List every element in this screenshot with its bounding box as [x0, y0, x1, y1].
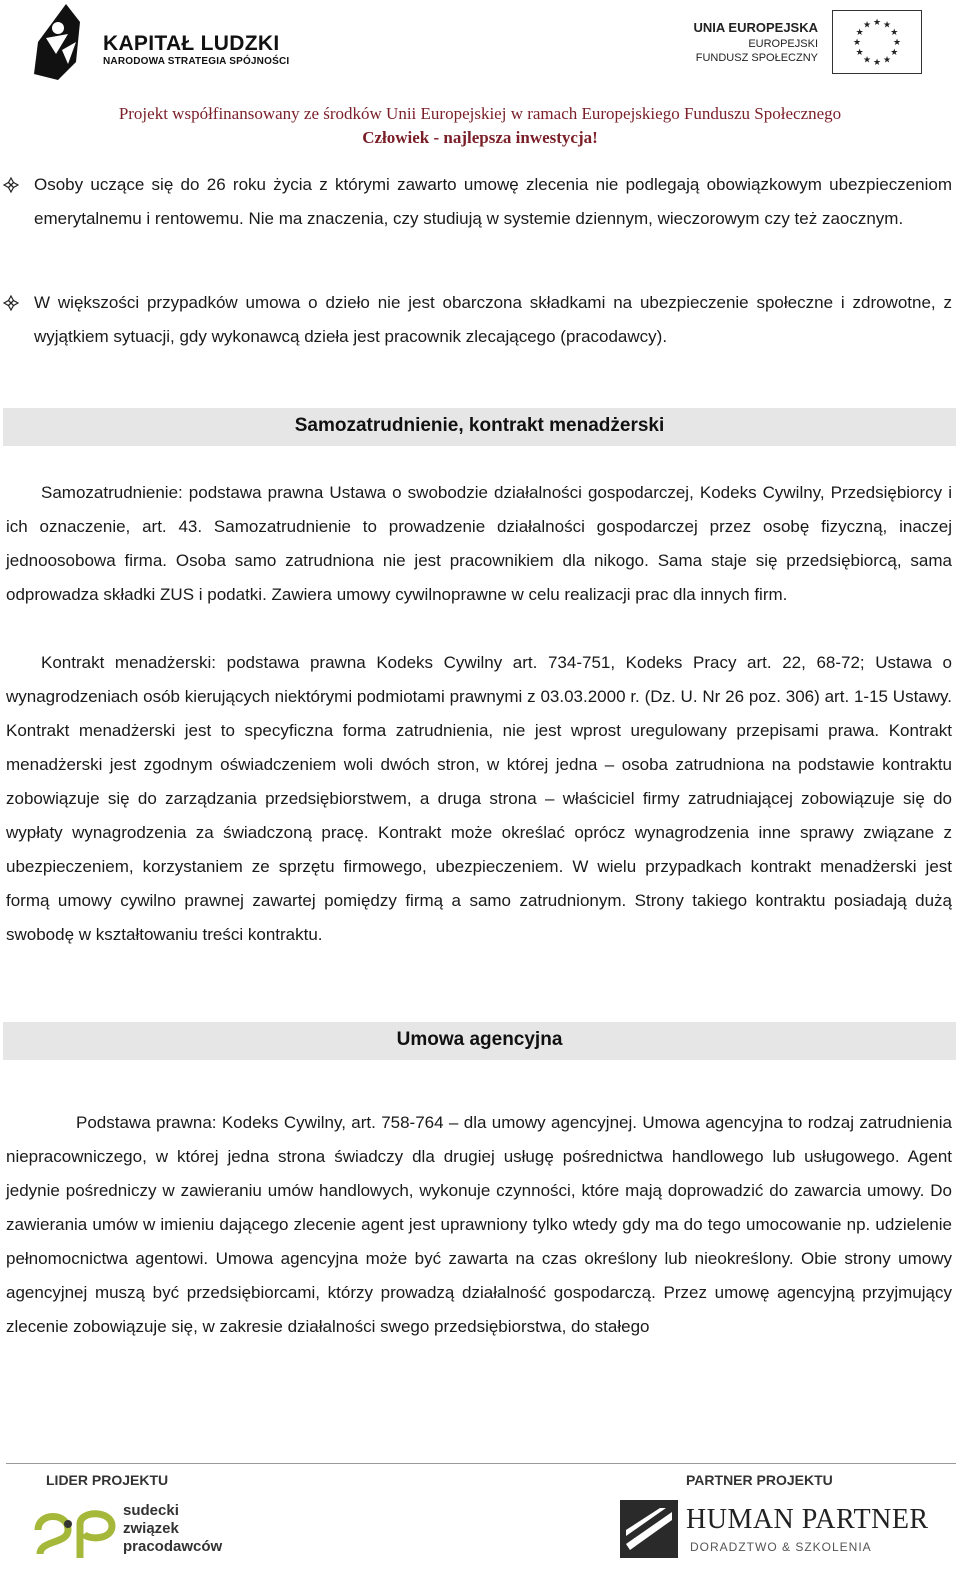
eu-flag-icon	[832, 10, 922, 74]
section-title: Umowa agencyjna	[396, 1029, 563, 1050]
partner-label: PARTNER PROJEKTU	[686, 1472, 833, 1488]
section-heading-bar	[3, 408, 956, 446]
paragraph-agency-agreement: Podstawa prawna: Kodeks Cywilny, art. 758-764 – dla umowy agencyjnej. Umowa agencyjna to rodzaj zatrudnienia niepracowniczego, w której jedna strona świadczy dla drugiej usługę pośrednictwa handlowego lub usługowego. Agent jedynie pośredniczy w zawieraniu umów handlowych, wykonuje czynności, które mają doprowadzić do zawarcia umowy. Do zawierania umów w imieniu dającego zlecenie agent jest uprawniony tylko wtedy gdy ma do tego umocowanie np. udzielenie pełnomocnictwa agentowi. Umowa agencyjna może być zawarta na czas określony lub nieokreślony. Obie strony umowy agencyjnej muszą być przedsiębiorcami, którzy prowadzą działalność gospodarczą. Przez umowę agencyjną przyjmujący zlecenie zobowiązuje się, w zakresie działalności swego przedsiębiorstwa, do stałego	[6, 1113, 952, 1336]
szp-emblem-icon	[28, 1500, 120, 1562]
szp-line3: pracodawców	[123, 1538, 223, 1555]
szp-line1: sudecki	[123, 1502, 179, 1519]
page-header	[0, 0, 960, 160]
project-motto: Człowiek - najlepsza inwestycja!	[362, 128, 598, 147]
kapital-ludzki-subtitle: NARODOWA STRATEGIA SPÓJNOŚCI	[103, 56, 290, 67]
kapital-ludzki-emblem-icon	[28, 2, 100, 84]
diamond-bullet-icon	[0, 286, 22, 320]
eu-star-icon: ★	[852, 37, 862, 47]
eu-star-icon: ★	[855, 47, 864, 57]
leader-label: LIDER PROJEKTU	[46, 1472, 169, 1488]
kapital-ludzki-title: KAPITAŁ LUDZKI	[103, 32, 280, 55]
szp-logo	[28, 1500, 258, 1562]
szp-wordmark	[123, 1502, 222, 1556]
human-partner-name: HUMAN PARTNER	[686, 1504, 929, 1535]
human-partner-emblem-icon	[620, 1500, 678, 1558]
section-title: Samozatrudnienie, kontrakt menadżerski	[294, 415, 665, 436]
eu-star-icon: ★	[892, 37, 902, 47]
eu-logo-line2: EUROPEJSKI	[748, 38, 818, 50]
eu-star-icon: ★	[855, 27, 864, 37]
eu-star-icon: ★	[872, 57, 882, 67]
human-partner-logo	[620, 1500, 929, 1560]
project-cofinancing-line: Projekt współfinansowany ze środków Unii Europejskiej w ramach Europejskiego Funduszu Społecznego	[118, 104, 842, 123]
bullet-item	[0, 168, 956, 270]
diamond-bullet-icon	[0, 168, 22, 202]
eu-logo-line1: UNIA EUROPEJSKA	[693, 20, 818, 35]
eu-star-icon: ★	[882, 19, 892, 30]
eu-star-icon: ★	[890, 47, 899, 57]
eu-star-icon: ★	[862, 54, 872, 65]
bullet-text: W większości przypadków umowa o dzieło nie jest obarczona składkami na ubezpieczenie społeczne i zdrowotne, z wyjątkiem sytuacji, gdy wykonawcą dzieła jest pracownik zlecającego (pracodawcy).	[34, 293, 952, 346]
bullet-text: Osoby uczące się do 26 roku życia z którymi zawarto umowę zlecenia nie podlegają obowiązkowym ubezpieczeniom emerytalnemu i rentowemu. Nie ma znaczenia, czy studiują w systemie dziennym, wieczorowym czy też zaocznym.	[34, 175, 952, 228]
paragraph-self-employment: Samozatrudnienie: podstawa prawna Ustawa o swobodzie działalności gospodarczej, Kodeks Cywilny, Przedsiębiorcy i ich oznaczenie, art. 43. Samozatrudnienie to prowadzenie działalności gospodarczej przez osobę fizyczną, inaczej jednoosobowa firma. Osoba samo zatrudniona nie jest pracownikiem dla nikogo. Sama staje się przedsiębiorcą, sama odprowadza składki ZUS i podatki. Zawiera umowy cywilnoprawne w celu realizacji prac dla innych firm.	[6, 483, 952, 604]
footer-divider	[6, 1463, 956, 1464]
eu-logo	[690, 8, 930, 78]
eu-star-icon: ★	[872, 17, 882, 27]
paragraph-management-contract: Kontrakt menadżerski: podstawa prawna Kodeks Cywilny art. 734-751, Kodeks Pracy art. 22, 68-72; Ustawa o wynagrodzeniach osób kierujących niektórymi podmiotami prawnymi z 03.03.2000 r. (Dz. U. Nr 26 poz. 306) art. 1-15 Ustawy. Kontrakt menadżerski jest to specyficzna forma zatrudnienia, nie jest wprost uregulowany przepisami prawa. Kontrakt menadżerski jest zgodnym oświadczeniem woli dwóch stron, w której jedna – osoba zatrudniona na podstawie kontraktu zobowiązuje się do zarządzania przedsiębiorstwem, a druga strona – właściciel firmy zatrudniającej zobowiązuje się do wypłaty wynagrodzenia za świadczoną pracę. Kontrakt może określać oprócz wynagrodzenia inne sprawy związane z ubezpieczeniem, korzystaniem ze sprzętu firmowego, ubezpieczeniem. W wielu przypadkach kontrakt menadżerski jest formą umowy cywilno prawnej zawartej pomiędzy firmą a samo zatrudnionym. Strony takiego kontraktu posiadają dużą swobodę w kształtowaniu treści kontraktu.	[6, 653, 952, 944]
szp-line2: związek	[123, 1520, 179, 1537]
eu-star-icon: ★	[882, 54, 892, 65]
eu-logo-line3: FUNDUSZ SPOŁECZNY	[695, 52, 818, 64]
human-partner-tagline: DORADZTWO & SZKOLENIA	[690, 1540, 872, 1554]
eu-star-icon: ★	[890, 27, 899, 37]
section-heading-bar	[3, 1022, 956, 1060]
eu-star-icon: ★	[862, 19, 872, 30]
bullet-item	[0, 286, 956, 354]
kapital-ludzki-logo	[28, 2, 298, 84]
